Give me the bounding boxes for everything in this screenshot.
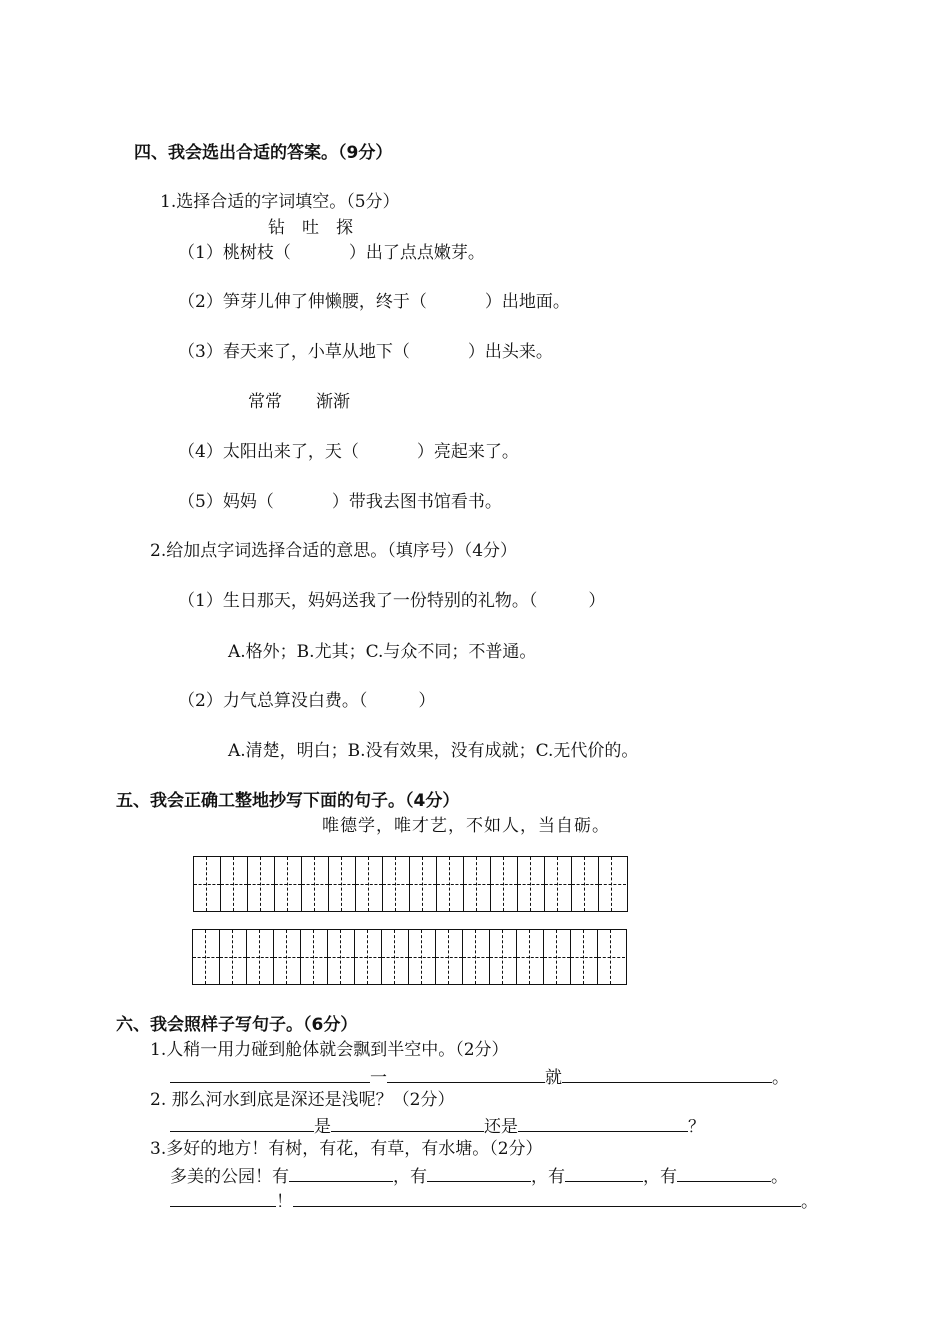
answer-blank[interactable] — [677, 1163, 771, 1182]
grid-cell[interactable] — [220, 930, 247, 984]
grid-cell[interactable] — [436, 930, 463, 984]
q2-sentence-1: （1）生日那天，妈妈送我了一份特别的礼物。（ ） — [178, 591, 606, 611]
answer-blank[interactable] — [387, 1064, 545, 1083]
q1-item-5: （5）妈妈（ ）带我去图书馆看书。 — [178, 492, 502, 512]
grid-cell[interactable] — [275, 857, 302, 911]
grid-guide-line — [355, 957, 381, 958]
answer-blank[interactable] — [518, 1113, 688, 1132]
grid-guide-line — [383, 884, 409, 885]
grid-guide-line — [490, 957, 516, 958]
s6-q2-answer-line: 是 还是 ？ — [170, 1113, 705, 1138]
section-5-title: 五、我会正确工整地抄写下面的句子。（4分） — [116, 791, 460, 811]
grid-guide-line — [394, 930, 395, 984]
grid-cell[interactable] — [274, 930, 301, 984]
answer-blank[interactable] — [293, 1188, 801, 1207]
grid-cell[interactable] — [248, 857, 275, 911]
grid-guide-line — [340, 930, 341, 984]
q2-options-2: A.清楚，明白；B.没有效果，没有成就；C.无代价的。 — [228, 741, 639, 761]
grid-guide-line — [314, 857, 315, 911]
grid-guide-line — [436, 957, 462, 958]
grid-guide-line — [205, 930, 206, 984]
q2-title: 2.给加点字词选择合适的意思。（填序号）（4分） — [150, 541, 518, 561]
q1-item-4: （4）太阳出来了，天（ ）亮起来了。 — [178, 442, 519, 462]
grid-guide-line — [233, 857, 234, 911]
grid-guide-line — [475, 930, 476, 984]
section-6-title: 六、我会照样子写句子。（6分） — [116, 1015, 358, 1035]
grid-guide-line — [286, 930, 287, 984]
grid-cell[interactable] — [355, 930, 382, 984]
grid-guide-line — [232, 930, 233, 984]
grid-cell[interactable] — [247, 930, 274, 984]
grid-guide-line — [259, 930, 260, 984]
grid-guide-line — [584, 857, 585, 911]
q2-sentence-2: （2）力气总算没白费。（ ） — [178, 691, 436, 711]
grid-guide-line — [367, 930, 368, 984]
s6-q3-title: 3.多好的地方！有树，有花，有草，有水塘。（2分） — [150, 1139, 543, 1159]
grid-guide-line — [248, 884, 274, 885]
grid-guide-line — [313, 930, 314, 984]
grid-cell[interactable] — [382, 930, 409, 984]
grid-cell[interactable] — [545, 857, 572, 911]
grid-guide-line — [341, 857, 342, 911]
grid-cell[interactable] — [490, 930, 517, 984]
q1-item-1: （1）桃树枝（ ）出了点点嫩芽。 — [178, 243, 485, 263]
s6-q3-answer-line-1: 多美的公园！有 ，有 ，有 ，有 。 — [170, 1163, 788, 1188]
grid-guide-line — [464, 884, 490, 885]
grid-cell[interactable] — [301, 930, 328, 984]
answer-blank[interactable] — [170, 1188, 276, 1207]
grid-cell[interactable] — [518, 857, 545, 911]
grid-guide-line — [518, 884, 544, 885]
grid-guide-line — [395, 857, 396, 911]
writing-grid-1[interactable] — [193, 856, 628, 912]
grid-guide-line — [409, 957, 435, 958]
grid-cell[interactable] — [464, 857, 491, 911]
grid-guide-line — [571, 957, 597, 958]
grid-cell[interactable] — [410, 857, 437, 911]
grid-guide-line — [599, 884, 626, 885]
grid-guide-line — [610, 930, 611, 984]
grid-guide-line — [611, 857, 612, 911]
grid-guide-line — [529, 930, 530, 984]
s6-q1-title: 1.人稍一用力碰到舱体就会飘到半空中。（2分） — [150, 1040, 509, 1060]
grid-guide-line — [437, 884, 463, 885]
writing-grid-2[interactable] — [192, 929, 627, 985]
answer-blank[interactable] — [170, 1113, 314, 1132]
grid-cell[interactable] — [409, 930, 436, 984]
grid-guide-line — [545, 884, 571, 885]
answer-blank[interactable] — [562, 1064, 772, 1083]
grid-guide-line — [410, 884, 436, 885]
grid-guide-line — [557, 857, 558, 911]
grid-guide-line — [206, 857, 207, 911]
grid-guide-line — [572, 884, 598, 885]
grid-cell[interactable] — [598, 930, 625, 984]
grid-guide-line — [329, 884, 355, 885]
grid-guide-line — [302, 884, 328, 885]
grid-cell[interactable] — [193, 930, 220, 984]
grid-guide-line — [449, 857, 450, 911]
grid-cell[interactable] — [328, 930, 355, 984]
q1-item-2: （2）笋芽儿伸了伸懒腰，终于（ ）出地面。 — [178, 292, 570, 312]
answer-blank[interactable] — [427, 1163, 531, 1182]
grid-cell[interactable] — [571, 930, 598, 984]
grid-guide-line — [287, 857, 288, 911]
grid-cell[interactable] — [194, 857, 221, 911]
word-choices-1: 钻 吐 探 — [268, 218, 353, 238]
q2-options-1: A.格外；B.尤其；C.与众不同；不普通。 — [228, 642, 537, 662]
grid-cell[interactable] — [517, 930, 544, 984]
grid-guide-line — [274, 957, 300, 958]
grid-guide-line — [193, 957, 219, 958]
answer-blank[interactable] — [289, 1163, 393, 1182]
grid-cell[interactable] — [491, 857, 518, 911]
s6-q2-title: 2. 那么河水到底是深还是浅呢？（2分） — [150, 1090, 455, 1110]
grid-guide-line — [530, 857, 531, 911]
grid-guide-line — [448, 930, 449, 984]
grid-cell[interactable] — [356, 857, 383, 911]
grid-cell[interactable] — [302, 857, 329, 911]
grid-cell[interactable] — [572, 857, 599, 911]
grid-guide-line — [221, 884, 247, 885]
grid-guide-line — [517, 957, 543, 958]
grid-cell[interactable] — [463, 930, 490, 984]
grid-guide-line — [556, 930, 557, 984]
answer-blank[interactable] — [170, 1064, 370, 1083]
s6-q3-answer-line-2: ！ 。 — [170, 1188, 818, 1213]
grid-cell[interactable] — [329, 857, 356, 911]
grid-guide-line — [328, 957, 354, 958]
grid-guide-line — [476, 857, 477, 911]
grid-guide-line — [275, 884, 301, 885]
grid-cell[interactable] — [383, 857, 410, 911]
answer-blank[interactable] — [565, 1163, 643, 1182]
grid-guide-line — [503, 857, 504, 911]
grid-guide-line — [544, 957, 570, 958]
grid-guide-line — [194, 884, 220, 885]
grid-guide-line — [491, 884, 517, 885]
grid-guide-line — [421, 930, 422, 984]
grid-guide-line — [220, 957, 246, 958]
answer-blank[interactable] — [331, 1113, 484, 1132]
grid-guide-line — [301, 957, 327, 958]
grid-guide-line — [583, 930, 584, 984]
grid-cell[interactable] — [544, 930, 571, 984]
grid-cell[interactable] — [221, 857, 248, 911]
word-choices-2: 常常 渐渐 — [248, 392, 350, 412]
grid-guide-line — [422, 857, 423, 911]
q1-title: 1.选择合适的字词填空。（5分） — [160, 192, 400, 212]
s6-q1-answer-line: 一 就 。 — [170, 1064, 789, 1089]
grid-guide-line — [463, 957, 489, 958]
motto-sentence: 唯德学，唯才艺，不如人，当自砺。 — [322, 816, 610, 836]
grid-guide-line — [382, 957, 408, 958]
grid-guide-line — [260, 857, 261, 911]
grid-guide-line — [502, 930, 503, 984]
grid-cell[interactable] — [437, 857, 464, 911]
q1-item-3: （3）春天来了，小草从地下（ ）出头来。 — [178, 342, 553, 362]
section-4-title: 四、我会选出合适的答案。（9分） — [134, 143, 393, 163]
grid-guide-line — [598, 957, 625, 958]
grid-cell[interactable] — [599, 857, 626, 911]
grid-guide-line — [356, 884, 382, 885]
grid-guide-line — [368, 857, 369, 911]
grid-guide-line — [247, 957, 273, 958]
